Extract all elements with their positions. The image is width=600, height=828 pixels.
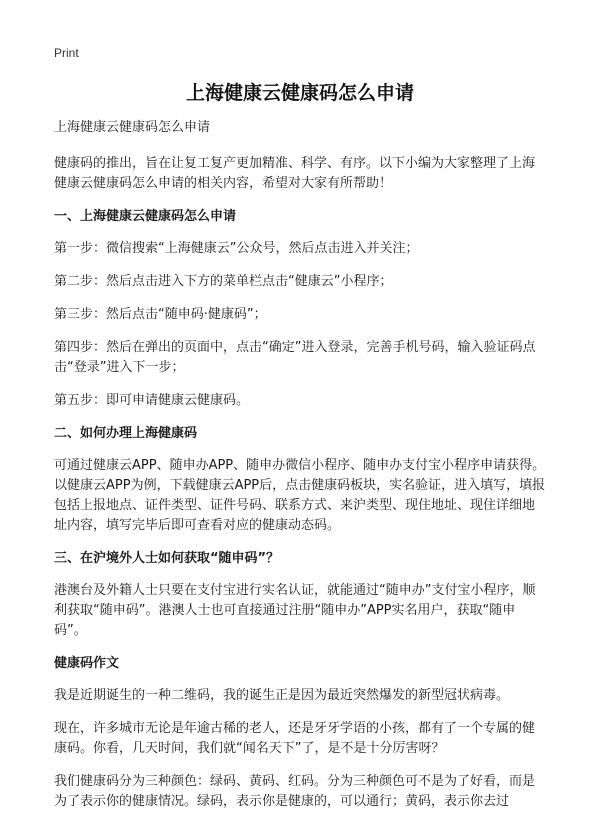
section-heading-handle: 二、如何办理上海健康码 xyxy=(54,426,198,441)
section2-paragraph: 可通过健康云APP、随申办APP、随申办微信小程序、随申办支付宝小程序申请获得。以健康云APP为例，下载健康云APP后，点击健康码板块，实名验证，进入填写，填报包括上报地点、证件类型、证件号码、联系方式、来沪类型、现住地址、现住详细地址内容，填写完毕后即可查看对应的健康动态码。 xyxy=(54,458,546,533)
article-body xyxy=(54,118,546,825)
page-title: 上海健康云健康码怎么申请 xyxy=(185,82,414,104)
essay-paragraph-2: 现在，许多城市无论是年逾古稀的老人，还是牙牙学语的小孩，都有了一个专属的健康码。你看，几天时间，我们就“闻名天下”了，是不是十分厉害呀？ xyxy=(54,721,536,756)
essay-paragraph-1: 我是近期诞生的一种二维码，我的诞生正是因为最近突然爆发的新型冠状病毒。 xyxy=(54,688,510,703)
essay-paragraph-3: 我们健康码分为三种颜色：绿码、黄码、红码。分为三种颜色可不是为了好看，而是为了表示你的健康情况。绿码，表示你是健康的，可以通行；黄码，表示你去过 xyxy=(54,774,536,809)
step-2: 第二步：然后点击进入下方的菜单栏点击“健康云”小程序； xyxy=(54,274,393,289)
step-4: 第四步：然后在弹出的页面中，点击“确定”进入登录，完善手机号码，输入验证码点击“登录”进入下一步； xyxy=(54,340,536,375)
step-3: 第三步：然后点击“随申码·健康码”； xyxy=(54,307,267,322)
step-1: 第一步：微信搜索“上海健康云”公众号，然后点击进入并关注； xyxy=(54,241,419,256)
section-heading-apply: 一、上海健康云健康码怎么申请 xyxy=(54,209,237,224)
section-heading-overseas: 三、在沪境外人士如何获取“随申码”？ xyxy=(54,551,280,566)
essay-heading: 健康码作文 xyxy=(54,656,120,671)
section3-paragraph: 港澳台及外籍人士只要在支付宝进行实名认证，就能通过“随申办”支付宝小程序，顺利获取“随申码”。港澳人士也可直接通过注册“随申办”APP实名用户，获取“随申码”。 xyxy=(54,583,536,638)
step-5: 第五步：即可申请健康云健康码。 xyxy=(54,393,250,408)
article-subtitle: 上海健康云健康码怎么申请 xyxy=(54,120,211,135)
intro-paragraph: 健康码的推出，旨在让复工复产更加精准、科学、有序。以下小编为大家整理了上海健康云健康码怎么申请的相关内容，希望对大家有所帮助！ xyxy=(54,156,536,191)
print-link[interactable]: Print xyxy=(54,46,79,60)
